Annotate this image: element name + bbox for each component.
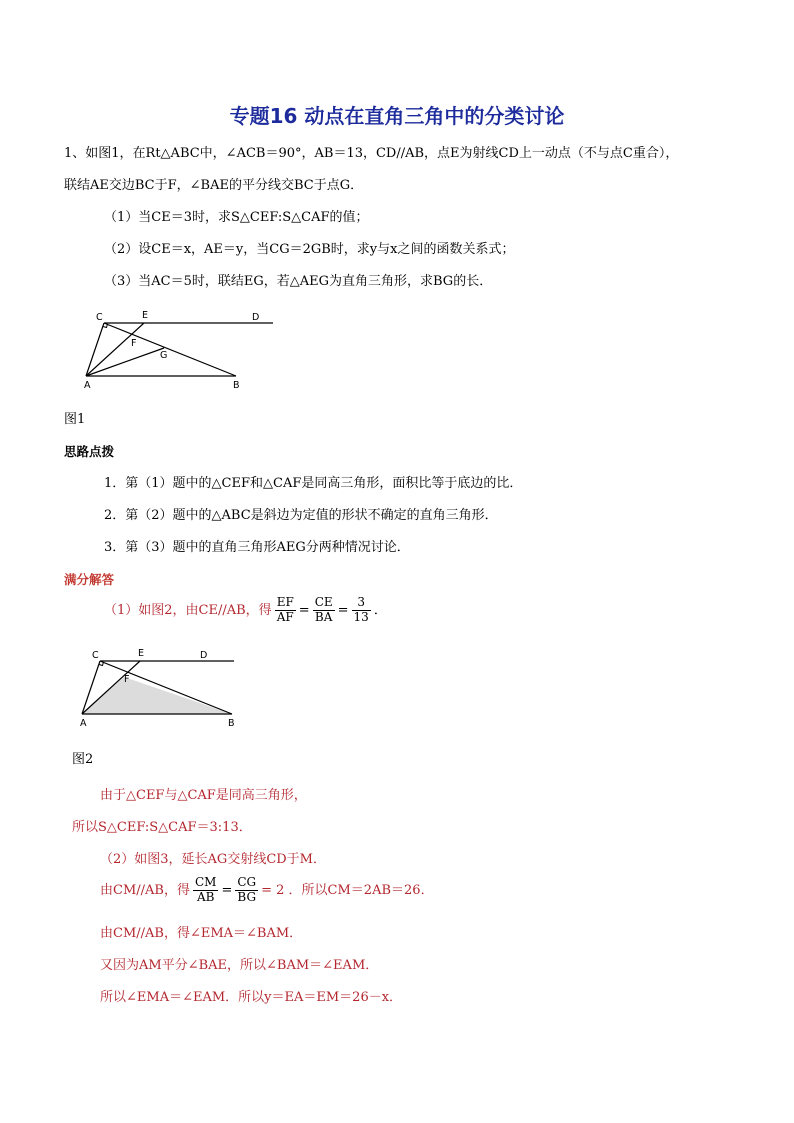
solution-1-reason: 由于△CEF与△CAF是同高三角形， bbox=[100, 788, 307, 803]
fraction-denominator: AF bbox=[276, 609, 294, 624]
label-b: B bbox=[233, 380, 240, 391]
fraction-ce-ba bbox=[313, 596, 335, 625]
fraction-numerator: EF bbox=[276, 595, 294, 609]
fraction-numerator: CG bbox=[237, 875, 257, 889]
solution-2-suffix: = 2 ．所以CM＝2AB＝26． bbox=[261, 882, 434, 898]
question-1: （1）当CE＝3时，求S△CEF:S△CAF的值； bbox=[104, 210, 369, 225]
label-g: G bbox=[160, 350, 168, 361]
solution-1-result: 所以S△CEF:S△CAF＝3:13． bbox=[72, 820, 252, 835]
segment-cb bbox=[104, 323, 236, 376]
equals-sign: = bbox=[221, 882, 233, 898]
fraction-numerator: CM bbox=[194, 875, 217, 889]
fraction-denominator: AB bbox=[196, 889, 215, 904]
problem-line-2: 联结AE交边BC于F，∠BAE的平分线交BC于点G． bbox=[64, 178, 364, 193]
label-f: F bbox=[124, 674, 130, 685]
label-f: F bbox=[131, 338, 137, 349]
fraction-cm-ab bbox=[193, 876, 218, 905]
label-c: C bbox=[92, 650, 99, 661]
solution-1-prefix: （1）如图2，由CE//AB，得 bbox=[104, 602, 272, 618]
equals-sign: = bbox=[298, 602, 310, 618]
fraction-denominator: 13 bbox=[353, 609, 369, 624]
fraction-ef-af bbox=[275, 596, 296, 625]
label-a: A bbox=[84, 380, 91, 391]
question-3: （3）当AC＝5时，联结EG，若△AEG为直角三角形，求BG的长． bbox=[104, 274, 493, 289]
solution-2-step-1: （2）如图3，延长AG交射线CD于M． bbox=[100, 852, 326, 867]
fraction-numerator: 3 bbox=[352, 596, 371, 611]
fraction-numerator: CE bbox=[314, 595, 333, 609]
question-2: （2）设CE＝x，AE＝y，当CG＝2GB时，求y与x之间的函数关系式； bbox=[104, 242, 515, 257]
label-c: C bbox=[96, 312, 103, 323]
problem-line-1: 1、如图1，在Rt△ABC中，∠ACB＝90°，AB＝13，CD//AB，点E为射线CD上一动点（不与点C重合）， bbox=[64, 146, 679, 161]
period: ． bbox=[373, 602, 387, 618]
solution-2-step-4: 又因为AM平分∠BAE，所以∠BAM＝∠EAM． bbox=[100, 958, 379, 973]
label-e: E bbox=[138, 648, 145, 659]
solution-1-line bbox=[104, 596, 387, 625]
hints-heading: 思路点拨 bbox=[64, 444, 115, 459]
hint-item-3: 3．第（3）题中的直角三角形AEG分两种情况讨论． bbox=[104, 540, 410, 555]
page-title: 专题16 动点在直角三角中的分类讨论 bbox=[229, 104, 565, 128]
fraction-cg-bg bbox=[235, 876, 258, 905]
label-d: D bbox=[200, 650, 208, 661]
figure-2-caption: 图2 bbox=[72, 752, 94, 767]
fraction-denominator: BA bbox=[314, 609, 333, 624]
label-b: B bbox=[228, 718, 235, 729]
segment-ag bbox=[86, 348, 164, 376]
solution-heading: 满分解答 bbox=[64, 572, 115, 587]
hint-item-2: 2．第（2）题中的△ABC是斜边为定值的形状不确定的直角三角形． bbox=[104, 508, 498, 523]
figure-2-diagram bbox=[72, 644, 242, 730]
equals-sign: = bbox=[337, 602, 349, 618]
solution-2-step-5: 所以∠EMA＝∠EAM．所以y＝EA＝EM＝26－x． bbox=[100, 990, 403, 1005]
figure-1-diagram bbox=[76, 306, 286, 396]
label-d: D bbox=[252, 312, 260, 323]
solution-2-step-2 bbox=[100, 876, 434, 905]
fraction-3-13 bbox=[352, 596, 371, 625]
figure-1-caption: 图1 bbox=[64, 412, 86, 427]
hint-item-1: 1．第（1）题中的△CEF和△CAF是同高三角形，面积比等于底边的比． bbox=[104, 476, 523, 491]
label-e: E bbox=[142, 310, 149, 321]
solution-2-step-3: 由CM//AB，得∠EMA＝∠BAM． bbox=[100, 926, 303, 941]
fraction-denominator: BG bbox=[237, 889, 257, 904]
label-a: A bbox=[80, 718, 87, 729]
shaded-triangle-caf bbox=[82, 677, 232, 714]
solution-2-prefix: 由CM//AB，得 bbox=[100, 882, 190, 898]
